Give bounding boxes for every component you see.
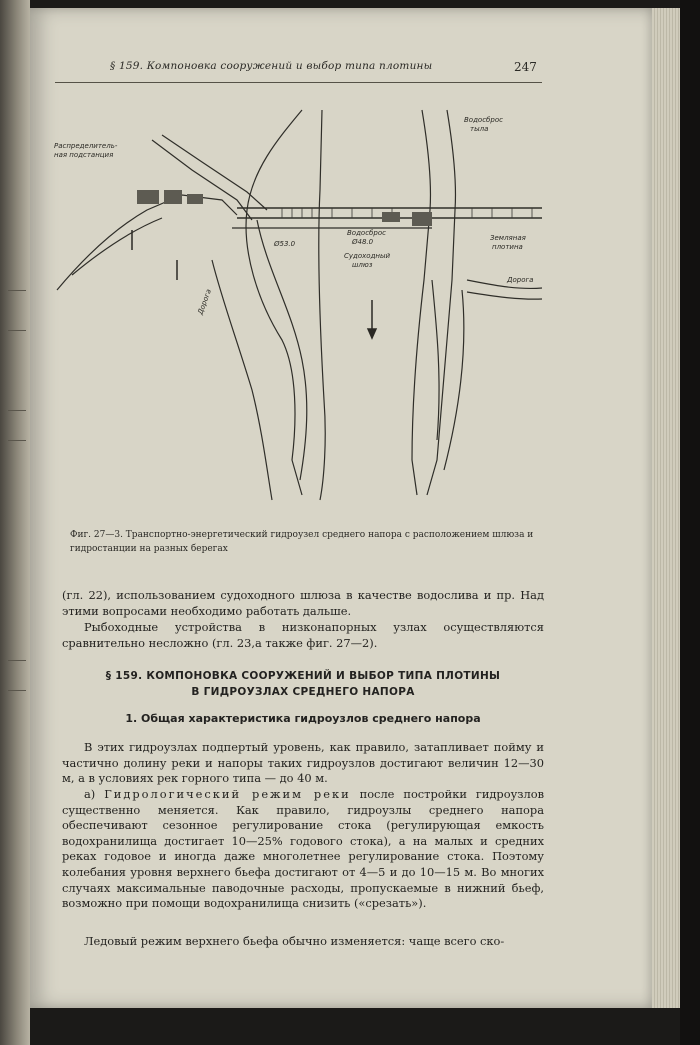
label-earth-dam: Земляная [490,234,526,242]
label-spillway-top-2: тыла [470,125,489,133]
site-plan-drawing [52,100,547,520]
text-fragment [8,660,26,661]
text-fragment [8,290,26,291]
spaced-emphasis: Гидрологический режим реки [104,787,351,801]
label-level-left: Ø53.0 [274,240,296,248]
section-heading-line-2: В ГИДРОУЗЛАХ СРЕДНЕГО НАПОРА [191,686,415,698]
site-plan-figure [52,100,547,520]
paragraph [62,787,544,912]
text-fragment [8,330,26,331]
label-road-left: Дорога [196,288,213,316]
label-road-right: Дорога [507,276,534,284]
label-ship-lock-2: шлюз [352,261,373,269]
running-head: § 159. Компоновка сооружений и выбор типа плотины [110,60,433,72]
paragraph: В этих гидроузлах подпертый уровень, как правило, затапливает пойму и частично долину реки и напоры таких гидроузлов достигают величин 12—30 м, а в условиях рек горного типа — до 40 м. [62,740,544,786]
text-fragment [8,410,26,411]
figure-caption: Фиг. 27—3. Транспортно-энергетический гидроузел среднего напора с расположением шлюза и гидростанции на разных берегах [70,530,534,554]
section-heading: § 159. КОМПОНОВКА СООРУЖЕНИЙ И ВЫБОР ТИПА ПЛОТИНЫ [105,670,501,682]
paragraph-text: после постройки гидроузлов существенно меняется. Как правило, гидроузлы среднего напора обеспечивают сезонное регулирование стока (регулирующая емкость водохранилища достигает 10—25% годового стока), а на малых и средних реках годовое и иногда даже многолетнее регулирование стока. Поэтому колебания уровня верхнего бьефа достигают от 4—5 и до 10—15 м. Во многих случаях максимальные паводочные расходы, пропускаемые в нижний бьеф, возможно при помощи водохранилища снизить («срезать»). [62,787,545,911]
page-edges [652,8,680,1008]
page-number: 247 [514,60,537,74]
label-spillway-center: Водосброс [347,229,386,237]
label-spillway-top: Водосброс [464,116,503,124]
book-shadow [680,0,700,1045]
label-ship-lock: Судоходный [344,252,391,260]
paragraph: Ледовый режим верхнего бьефа обычно изменяется: чаще всего ско- [84,934,505,948]
label-substation-2: ная подстанция [54,151,114,159]
previous-page-edge [0,0,30,1045]
label-substation: Распределитель- [54,142,118,150]
subsection-heading: 1. Общая характеристика гидроузлов среднего напора [125,712,481,725]
paragraph: (гл. 22), использованием судоходного шлюза в качестве водослива и пр. Над этими вопросами необходимо работать дальше. [62,588,544,618]
label-level-center: Ø48.0 [352,238,374,246]
list-marker: а) [84,787,96,801]
text-fragment [8,690,26,691]
text-fragment [8,440,26,441]
label-earth-dam-2: плотина [492,243,523,251]
paragraph: Рыбоходные устройства в низконапорных узлах осуществляются сравнительно несложно (гл. 23,а также фиг. 27—2). [62,620,544,650]
header-rule [55,82,542,83]
